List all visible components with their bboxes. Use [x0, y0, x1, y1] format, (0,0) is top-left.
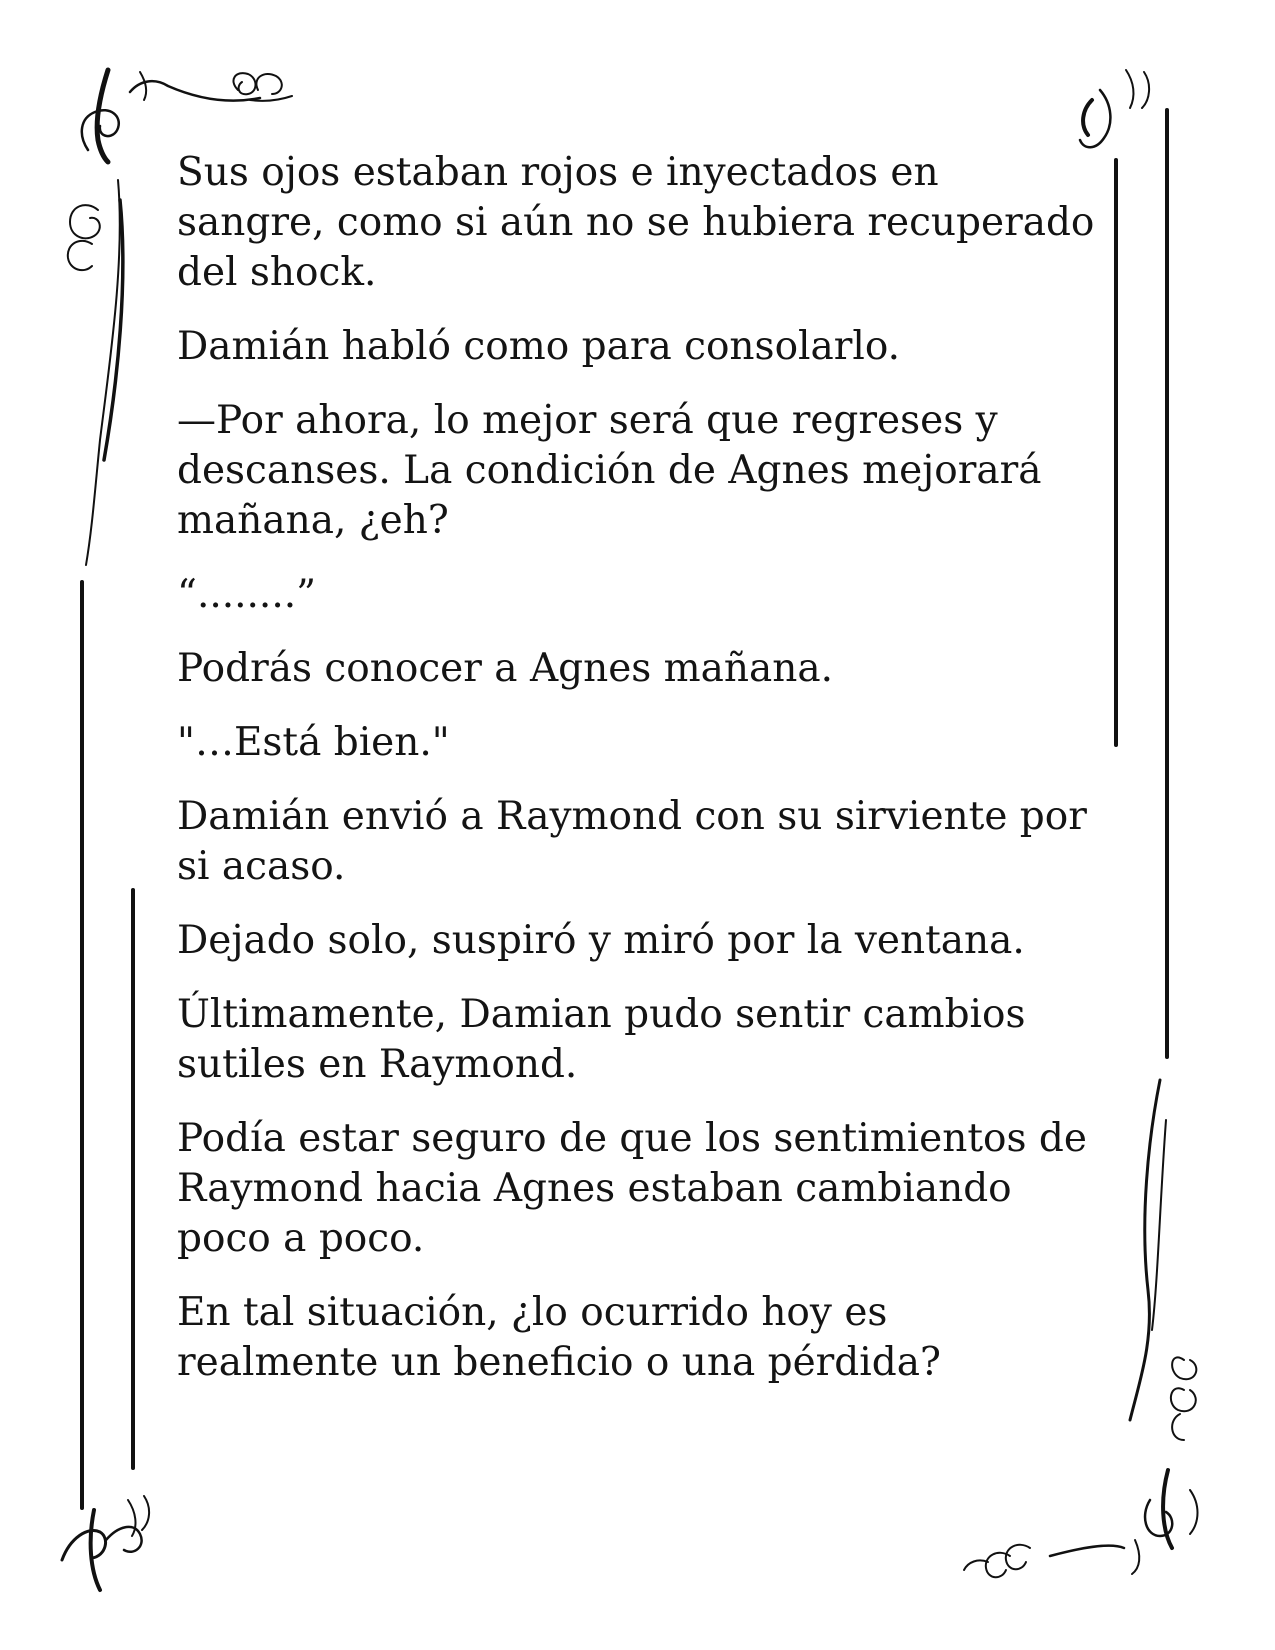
left-vertical-rules [82, 582, 133, 1508]
paragraph: “........” [177, 572, 317, 617]
paragraph: Damián habló como para consolarlo. [177, 324, 901, 369]
paragraph: Podrás conocer a Agnes mañana. [177, 646, 834, 691]
bottom-left-flourish-icon [62, 1496, 149, 1590]
paragraph: Damián envió a Raymond con su sirviente por si acaso. [177, 794, 1087, 889]
paragraph: Sus ojos estaban rojos e inyectados en sangre, como si aún no se hubiera recuperado del shock. [177, 150, 1095, 295]
paragraph: "…Está bien." [177, 720, 450, 765]
paragraph: Dejado solo, suspiró y miró por la ventana. [177, 918, 1025, 963]
paragraph: Últimamente, Damian pudo sentir cambios sutiles en Raymond. [177, 992, 1026, 1087]
paragraph: Podía estar seguro de que los sentimientos de Raymond hacia Agnes estaban cambiando poco a poco. [177, 1116, 1087, 1261]
chapter-text [177, 148, 1097, 1412]
paragraph: En tal situación, ¿lo ocurrido hoy es realmente un beneficio o una pérdida? [177, 1290, 941, 1385]
paragraph: —Por ahora, lo mejor será que regreses y descanses. La condición de Agnes mejorará mañana, ¿eh? [177, 398, 1042, 543]
